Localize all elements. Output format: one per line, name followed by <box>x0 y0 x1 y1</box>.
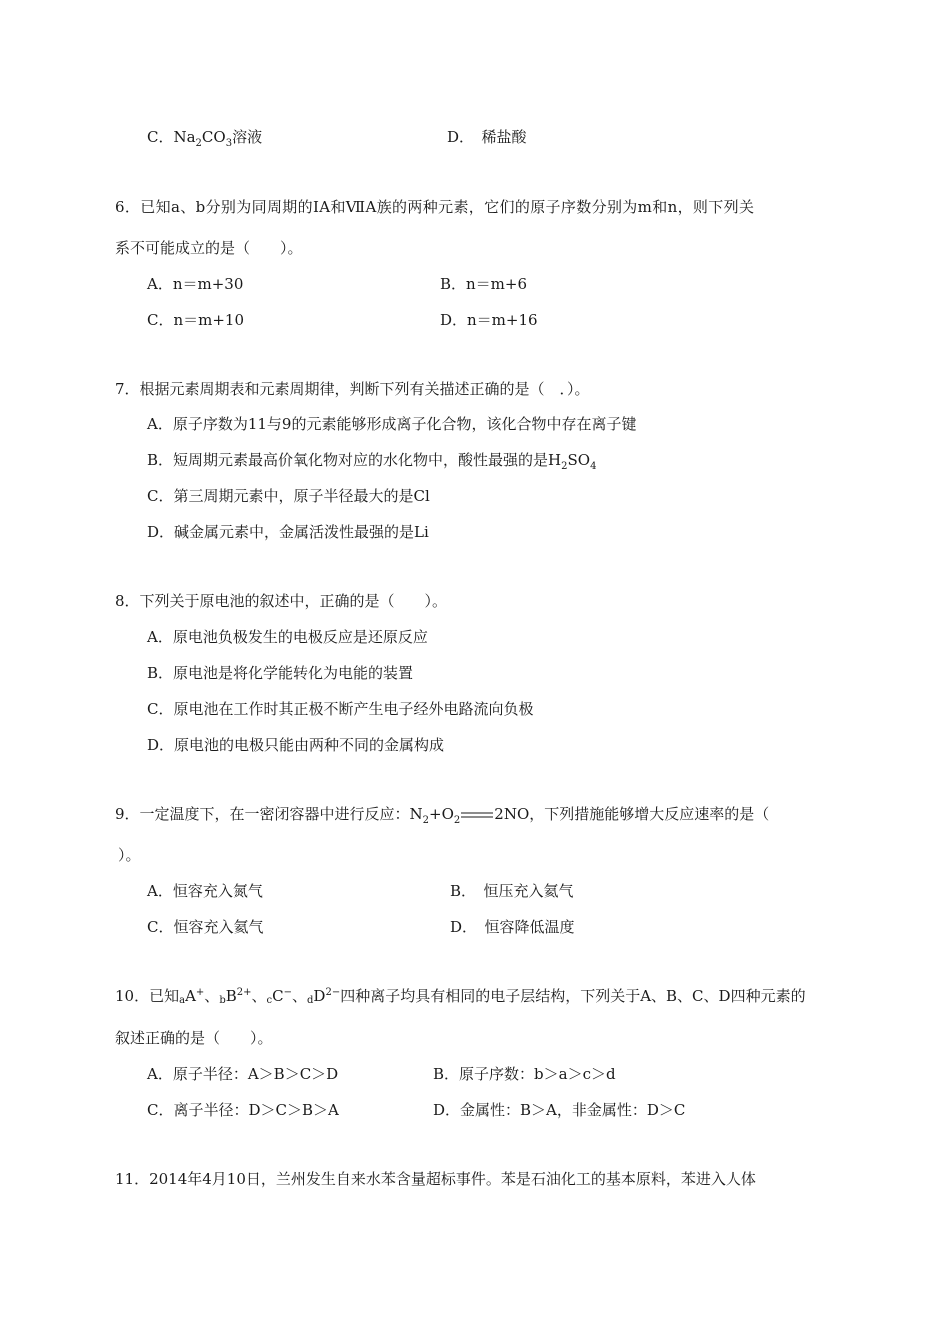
q6-option-c: C．n＝m+10 <box>147 311 245 329</box>
q6-option-b: B．n＝m+6 <box>440 275 528 293</box>
q6-option-a: A．n＝m+30 <box>147 275 244 293</box>
q7-option-a: A．原子序数为11与9的元素能够形成离子化合物，该化合物中存在离子键 <box>147 415 637 433</box>
q7-option-b: B．短周期元素最高价氧化物对应的水化物中，酸性最强的是$H_2SO_4$ <box>147 451 597 472</box>
q8-option-a: A．原电池负极发生的电极反应是还原反应 <box>147 628 428 646</box>
q6-option-d: D．n＝m+16 <box>440 311 538 329</box>
q7-option-d: D．碱金属元素中，金属活泼性最强的是Li <box>147 523 429 541</box>
q10-option-d: D．金属性：B＞A，非金属性：D＞C <box>433 1101 686 1119</box>
q9-option-d: D． 恒容降低温度 <box>450 918 575 936</box>
q8-stem: 8．下列关于原电池的叙述中，正确的是（ ）。 <box>115 592 448 610</box>
reaction-equilibrium-arrow <box>460 805 494 825</box>
q6-stem-line1: 6．已知a、b分别为同周期的ⅠA和ⅦA族的两种元素，它们的原子序数分别为m和n，则下列关 <box>115 198 755 216</box>
q9-stem-line1: 9．一定温度下，在一密闭容器中进行反应：$N_2+O_2$ 2NO，下列措施能够增大反应速率的是（ <box>115 805 770 826</box>
q7-option-c: C．第三周期元素中，原子半径最大的是Cl <box>147 487 430 505</box>
q9-option-b: B． 恒压充入氦气 <box>450 882 574 900</box>
q5-option-d: D． 稀盐酸 <box>447 128 527 146</box>
q10-stem-line1: 10．已知aA+、$bB^{2+}$、cC−、$dD^{2-}$四种离子均具有相同的电子层结构，下列关于A、B、C、D四种元素的 <box>115 987 806 1006</box>
q7-stem: 7．根据元素周期表和元素周期律，判断下列有关描述正确的是（ ．）。 <box>115 380 590 398</box>
q10-option-c: C．离子半径：D＞C＞B＞A <box>147 1101 339 1119</box>
q8-option-b: B．原电池是将化学能转化为电能的装置 <box>147 664 414 682</box>
q8-option-c: C．原电池在工作时其正极不断产生电子经外电路流向负极 <box>147 700 534 718</box>
q10-stem-line2: 叙述正确的是（ ）。 <box>115 1029 273 1047</box>
q9-option-a: A．恒容充入氮气 <box>147 882 263 900</box>
q5-option-c: C．$Na_2CO_3$溶液 <box>147 128 263 149</box>
q10-option-a: A．原子半径：A＞B＞C＞D <box>147 1065 339 1083</box>
q11-stem-line1: 11．2014年4月10日，兰州发生自来水苯含量超标事件。苯是石油化工的基本原料，苯进入人体 <box>115 1170 756 1188</box>
q10-option-b: B．原子序数：b＞a＞c＞d <box>433 1065 616 1083</box>
q9-option-c: C．恒容充入氦气 <box>147 918 264 936</box>
q9-stem-line2: ）。 <box>118 846 141 864</box>
q8-option-d: D．原电池的电极只能由两种不同的金属构成 <box>147 736 445 754</box>
q6-stem-line2: 系不可能成立的是（ ）。 <box>115 239 303 257</box>
